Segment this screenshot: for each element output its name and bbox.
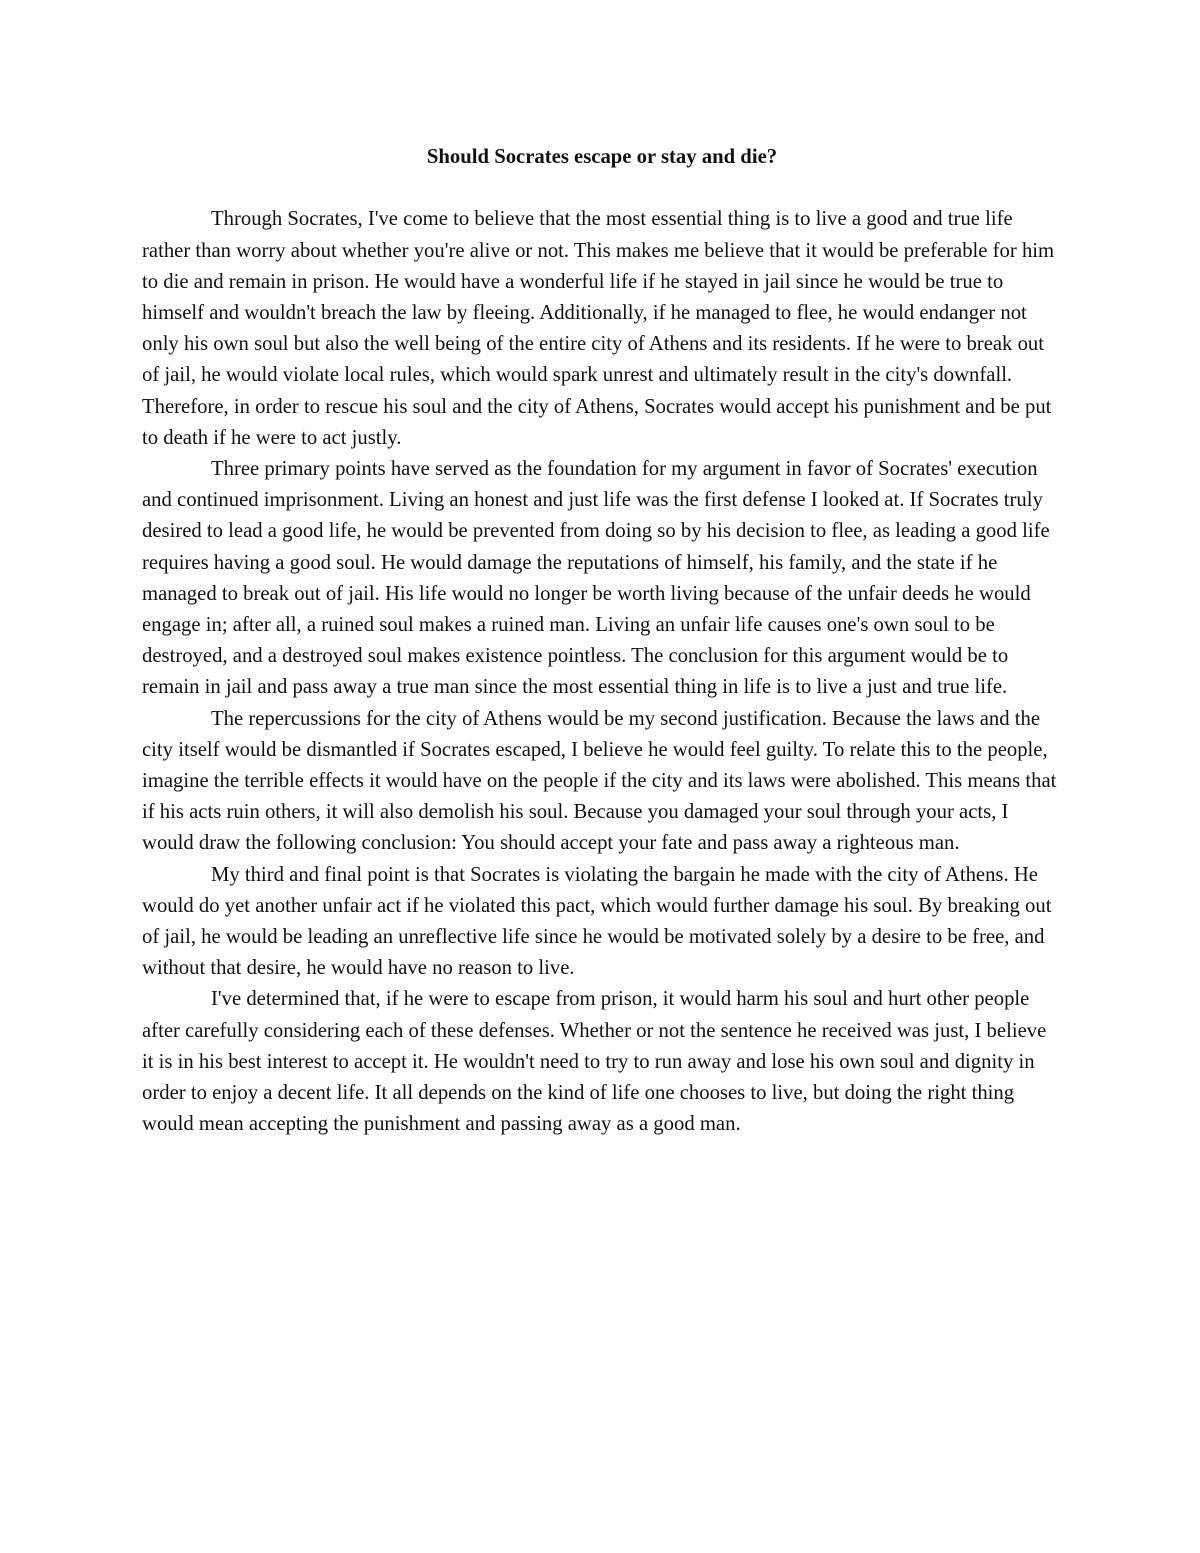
paragraph-1: Through Socrates, I've come to believe that the most essential thing is to live a good and true life rather than worry about whether you're alive or not. This makes me believe that it would be preferable for him to die and remain in prison. He would have a wonderful life if he stayed in jail since he would be true to himself and wouldn't breach the law by fleeing. Additionally, if he managed to flee, he would endanger not only his own soul but also the well being of the entire city of Athens and its residents. If he were to break out of jail, he would violate local rules, which would spark unrest and ultimately result in the city's downfall. Therefore, in order to rescue his soul and the city of Athens, Socrates would accept his punishment and be put to death if he were to act justly. [142,208,1055,449]
paragraph-3: The repercussions for the city of Athens would be my second justification. Because the laws and the city itself would be dismantled if Socrates escaped, I believe he would feel guilty. To relate this to the people, imagine the terrible effects it would have on the people if the city and its laws were abolished. This means that if his acts ruin others, it will also demolish his soul. Because you damaged your soul through your acts, I would draw the following conclusion: You should accept your fate and pass away a righteous man. [142,707,1057,855]
paragraph-2: Three primary points have served as the foundation for my argument in favor of Socrates' execution and continued imprisonment. Living an honest and just life was the first defense I looked at. If Socrates truly desired to lead a good life, he would be prevented from doing so by his decision to flee, as leading a good life requires having a good soul. He would damage the reputations of himself, his family, and the state if he managed to break out of jail. His life would no longer be worth living because of the unfair deeds he would engage in; after all, a ruined soul makes a ruined man. Living an unfair life causes one's own soul to be destroyed, and a destroyed soul makes existence pointless. The conclusion for this argument would be to remain in jail and pass away a true man since the most essential thing in life is to live a just and true life. [142,458,1050,699]
paragraph-4: My third and final point is that Socrates is violating the bargain he made with the city of Athens. He would do yet another unfair act if he violated this pact, which would further damage his soul. By breaking out of jail, he would be leading an unreflective life since he would be motivated solely by a desire to be free, and without that desire, he would have no reason to live. [142,863,1052,980]
paragraph-5: I've determined that, if he were to escape from prison, it would harm his soul and hurt other people after carefully considering each of these defenses. Whether or not the sentence he received was just, I believe it is in his best interest to accept it. He wouldn't need to try to run away and lose his own soul and dignity in order to enjoy a decent life. It all depends on the kind of life one chooses to live, but doing the right thing would mean accepting the punishment and passing away as a good man. [142,988,1047,1136]
document-body [142,142,1062,1140]
title-spacer [142,173,1062,204]
document-title: Should Socrates escape or stay and die? [426,146,778,168]
